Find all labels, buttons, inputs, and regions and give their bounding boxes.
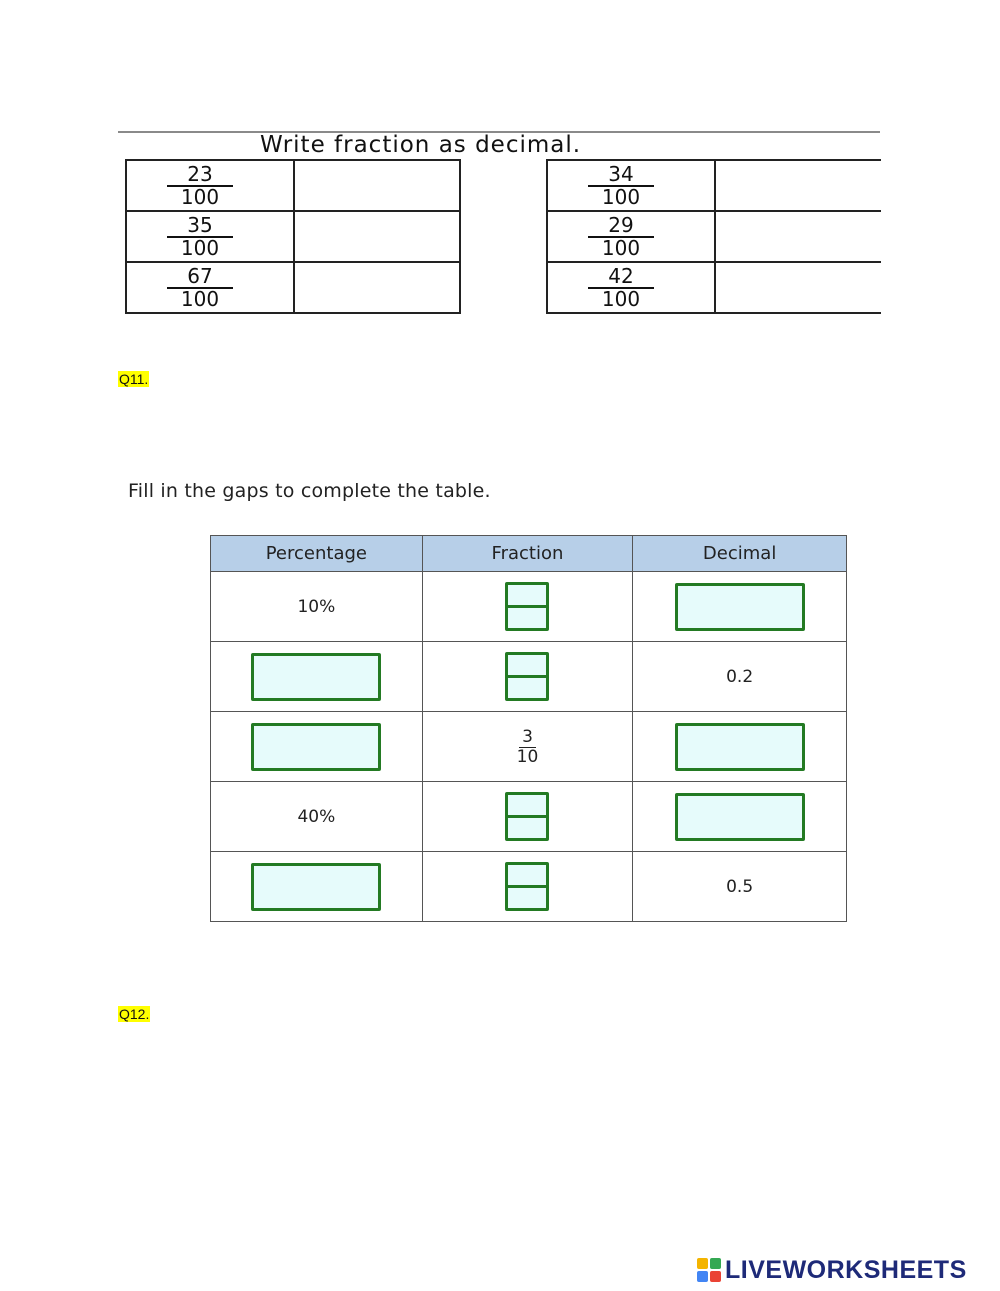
fraction-input-pair [505,652,549,701]
fraction: $\frac{29}{100}$ [588,215,654,259]
percentage-value: 40% [211,782,423,852]
percentage-input[interactable] [251,723,381,771]
question-label-q11: Q11. [119,371,149,387]
table-row [547,211,881,262]
table-row [126,160,460,211]
gap-fill-table [210,535,847,922]
table-row [211,712,847,782]
table-row [211,642,847,712]
fraction: $\frac{23}{100}$ [167,164,233,208]
table-row [547,262,881,313]
decimal-input[interactable] [675,793,805,841]
denominator-input[interactable] [505,605,549,631]
answer-cell[interactable] [715,211,881,262]
answer-cell[interactable] [715,160,881,211]
table-header-row [211,536,847,572]
fraction-table-right [546,159,881,314]
logo-text: LIVEWORKSHEETS [725,1255,967,1284]
table-row [211,852,847,922]
table-row [211,782,847,852]
fraction: $\frac{35}{100}$ [167,215,233,259]
denominator-input[interactable] [505,675,549,701]
fraction: $\frac{42}{100}$ [588,266,654,310]
percentage-input[interactable] [251,863,381,911]
section1-title: Write fraction as decimal. [260,132,582,158]
decimal-input[interactable] [675,583,805,631]
answer-cell[interactable] [294,211,460,262]
table-row [126,262,460,313]
header-decimal: Decimal [633,536,847,572]
liveworksheets-logo [697,1256,967,1284]
denominator-input[interactable] [505,885,549,911]
fraction-input-pair [505,862,549,911]
table-row [126,211,460,262]
fraction-table-left [125,159,461,314]
fraction-input-pair [505,792,549,841]
decimal-value: 0.5 [633,852,847,922]
logo-mark-icon [697,1258,721,1282]
fraction: $\frac{67}{100}$ [167,266,233,310]
answer-cell[interactable] [294,160,460,211]
table-row [211,572,847,642]
fraction-input-pair [505,582,549,631]
decimal-value: 0.2 [633,642,847,712]
percentage-input[interactable] [251,653,381,701]
fraction: $\frac{34}{100}$ [588,164,654,208]
denominator-input[interactable] [505,815,549,841]
header-percentage: Percentage [211,536,423,572]
answer-cell[interactable] [294,262,460,313]
fraction-value: $\frac{3}{10}$ [516,726,539,767]
decimal-input[interactable] [675,723,805,771]
table-row [547,160,881,211]
section2-instruction: Fill in the gaps to complete the table. [128,480,491,502]
answer-cell[interactable] [715,262,881,313]
header-fraction: Fraction [422,536,633,572]
question-label-q12: Q12. [119,1006,150,1022]
percentage-value: 10% [211,572,423,642]
